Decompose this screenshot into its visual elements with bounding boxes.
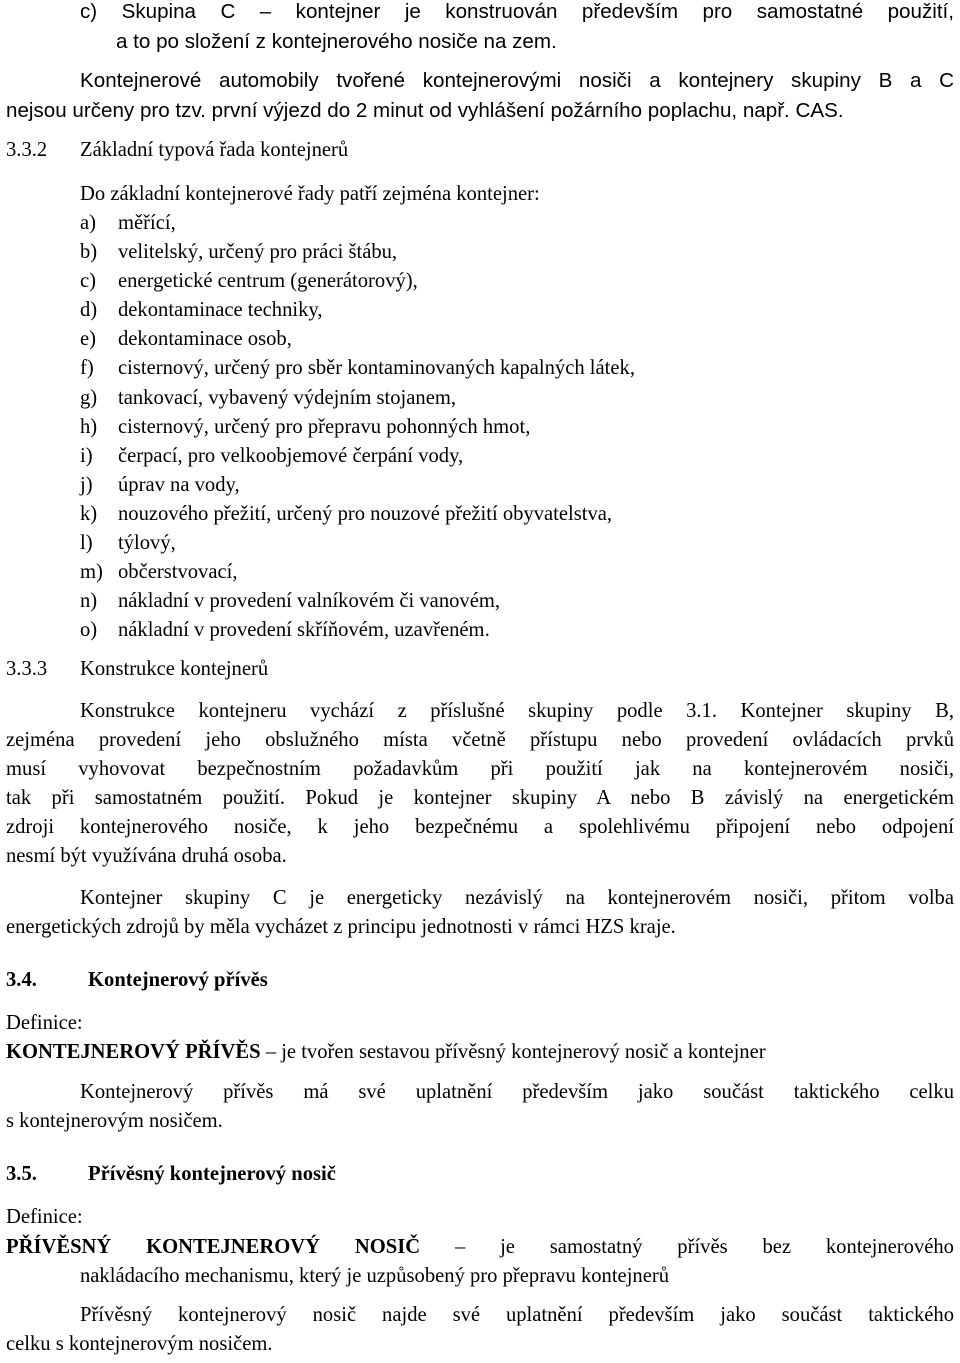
list-item-text: cisternový, určený pro sběr kontaminovaných kapalných látek, bbox=[118, 357, 635, 380]
list-item bbox=[80, 209, 635, 238]
section-333-paragraph-1 bbox=[6, 697, 954, 871]
section-title: Kontejnerový přívěs bbox=[88, 969, 268, 991]
paragraph-line: musí vyhovovat bezpečnostním požadavkům při použití jak na kontejnerovém nosiči, bbox=[6, 758, 954, 780]
list-item-text: nákladní v provedení skříňovém, uzavřeném. bbox=[118, 619, 490, 642]
paragraph-line: Přívěsný kontejnerový nosič najde své uplatnění především jako součást taktického bbox=[80, 1304, 954, 1326]
list-item bbox=[80, 238, 635, 267]
list-item-text: nouzového přežití, určený pro nouzové přežití obyvatelstva, bbox=[118, 502, 613, 525]
list-item-text: energetické centrum (generátorový), bbox=[118, 270, 418, 293]
list-marker: g) bbox=[80, 386, 98, 409]
list-marker: m) bbox=[80, 561, 103, 584]
list-item bbox=[80, 413, 635, 442]
definition-line2: nakládacího mechanismu, který je uzpůsobený pro přepravu kontejnerů bbox=[80, 1265, 670, 1287]
list-item bbox=[80, 267, 635, 296]
list-item bbox=[80, 354, 635, 383]
definition-text: – je samostatný přívěs bez kontejnerového bbox=[454, 1236, 954, 1258]
list-item-text: čerpací, pro velkoobjemové čerpání vody, bbox=[118, 444, 464, 467]
defined-term: KONTEJNEROVÝ PŘÍVĚS bbox=[6, 1041, 261, 1063]
list-marker: c) bbox=[80, 270, 96, 293]
section-35-paragraph bbox=[6, 1301, 954, 1359]
intro-line1: Kontejnerové automobily tvořené kontejnerovými nosiči a kontejnery skupiny B a C bbox=[80, 69, 954, 92]
paragraph-line: s kontejnerovým nosičem. bbox=[6, 1110, 223, 1132]
list-item bbox=[80, 442, 635, 471]
list-item bbox=[80, 471, 635, 500]
list-item bbox=[80, 296, 635, 325]
list-item-c bbox=[80, 0, 954, 26]
list-item bbox=[80, 558, 635, 587]
list-marker: h) bbox=[80, 415, 98, 438]
container-type-list bbox=[80, 209, 635, 645]
paragraph-line: celku s kontejnerovým nosičem. bbox=[6, 1333, 273, 1355]
section-number: 3.3.2 bbox=[6, 139, 48, 161]
list-item-text: měřící, bbox=[118, 212, 176, 234]
list-marker: o) bbox=[80, 619, 98, 642]
list-item-text: velitelský, určený pro práci štábu, bbox=[118, 241, 398, 264]
list-item bbox=[80, 384, 635, 413]
section-34-definition bbox=[6, 1038, 766, 1067]
definition-line1 bbox=[6, 1233, 954, 1262]
section-title: Konstrukce kontejnerů bbox=[80, 658, 269, 680]
list-marker: n) bbox=[80, 590, 98, 613]
list-marker: f) bbox=[80, 357, 94, 380]
definice-label: Definice: bbox=[6, 1012, 83, 1034]
list-marker: j) bbox=[80, 473, 93, 496]
paragraph-line: Kontejner skupiny C je energeticky nezávislý na kontejnerovém nosiči, přitom volba bbox=[80, 887, 954, 909]
list-item-text: tankovací, vybavený výdejním stojanem, bbox=[118, 386, 456, 409]
list-marker: e) bbox=[80, 328, 96, 351]
list-item-text: týlový, bbox=[118, 532, 176, 555]
list-item-text: nákladní v provedení valníkovém či vanovém, bbox=[118, 590, 501, 613]
section-number: 3.3.3 bbox=[6, 658, 48, 680]
item-c-line2: a to po složení z kontejnerového nosiče na zem. bbox=[116, 30, 557, 53]
list-item bbox=[80, 616, 635, 645]
intro-line2: nejsou určeny pro tzv. první výjezd do 2 minut od vyhlášení požárního poplachu, např. CAS. bbox=[6, 99, 844, 122]
item-c-line1: c) Skupina C – kontejner je konstruován především pro samostatné použití, bbox=[80, 0, 954, 23]
section-35-heading bbox=[6, 1160, 336, 1189]
list-marker: d) bbox=[80, 299, 98, 322]
section-332-intro: Do základní kontejnerové řady patří zejména kontejner: bbox=[80, 183, 540, 205]
definice-label: Definice: bbox=[6, 1206, 83, 1228]
list-marker: i) bbox=[80, 444, 93, 467]
definition-text: – je tvořen sestavou přívěsný kontejnerový nosič a kontejner bbox=[260, 1041, 766, 1063]
list-item-text: úprav na vody, bbox=[118, 473, 240, 496]
paragraph-line: Konstrukce kontejneru vychází z příslušné skupiny podle 3.1. Kontejner skupiny B, bbox=[80, 700, 954, 722]
paragraph-line: zejména provedení jeho obslužného místa včetně přístupu nebo provedení ovládacích prvků bbox=[6, 729, 954, 751]
list-marker: a) bbox=[80, 212, 96, 234]
list-marker: k) bbox=[80, 502, 98, 525]
section-number: 3.4. bbox=[6, 969, 37, 991]
section-34-heading bbox=[6, 966, 268, 995]
section-title: Základní typová řada kontejnerů bbox=[80, 139, 349, 161]
section-34-paragraph bbox=[6, 1078, 954, 1136]
list-item-text: dekontaminace osob, bbox=[118, 328, 292, 351]
paragraph-line: energetických zdrojů by měla vycházet z principu jednotnosti v rámci HZS kraje. bbox=[6, 916, 676, 938]
paragraph-line: tak při samostatném použití. Pokud je kontejner skupiny A nebo B závislý na energetickém bbox=[6, 787, 954, 809]
section-title: Přívěsný kontejnerový nosič bbox=[88, 1163, 336, 1185]
paragraph-line: Kontejnerový přívěs má své uplatnění především jako součást taktického celku bbox=[80, 1081, 954, 1103]
section-number: 3.5. bbox=[6, 1163, 37, 1185]
defined-term: PŘÍVĚSNÝ KONTEJNEROVÝ NOSIČ bbox=[6, 1236, 421, 1258]
list-marker: b) bbox=[80, 241, 98, 264]
paragraph-line: nesmí být využívána druhá osoba. bbox=[6, 845, 287, 867]
list-item-text: cisternový, určený pro přepravu pohonných hmot, bbox=[118, 415, 531, 438]
list-item bbox=[80, 529, 635, 558]
list-item bbox=[80, 587, 635, 616]
section-333-heading bbox=[6, 655, 269, 684]
list-item-text: dekontaminace techniky, bbox=[118, 299, 323, 322]
list-item bbox=[80, 325, 635, 354]
section-333-paragraph-2 bbox=[6, 884, 954, 942]
section-332-heading bbox=[6, 136, 349, 165]
list-item-text: občerstvovací, bbox=[118, 561, 238, 584]
intro-paragraph bbox=[80, 66, 954, 95]
list-marker: l) bbox=[80, 532, 93, 555]
paragraph-line: zdroji kontejnerového nosiče, k jeho bezpečnému a spolehlivému připojení nebo odpojení bbox=[6, 816, 954, 838]
section-35-definition bbox=[6, 1233, 954, 1262]
list-item bbox=[80, 500, 635, 529]
